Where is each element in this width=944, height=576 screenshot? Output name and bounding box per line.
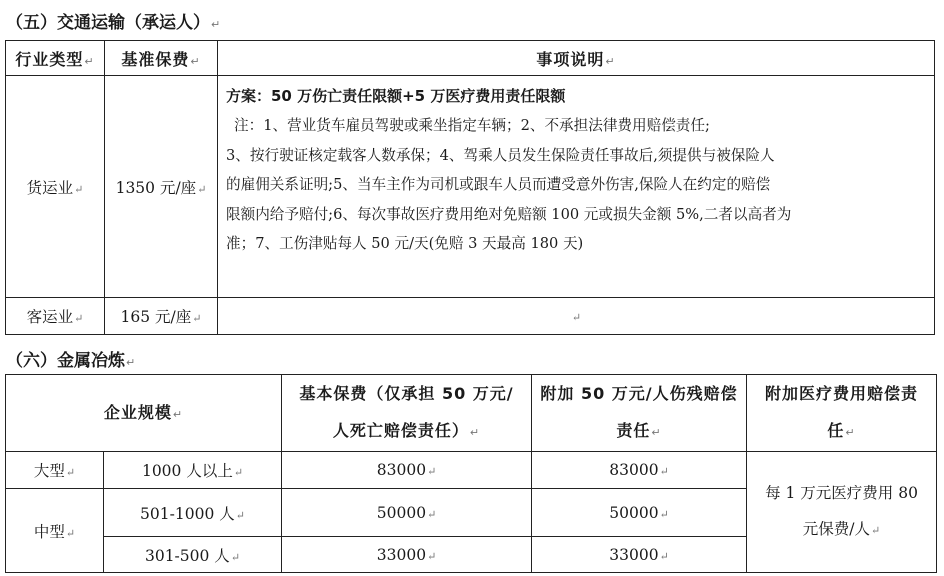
header-industry-type: 行业类型↵: [6, 41, 105, 76]
addon-premium-medium-upper: 50000↵: [532, 489, 747, 537]
header-addon-disability: 附加 50 万元/人伤残赔偿 责任↵: [532, 375, 747, 452]
header-enterprise-scale: 企业规模↵: [6, 375, 282, 452]
premium-passenger: 165 元/座↵: [105, 298, 218, 335]
addon-premium-medium-lower: 33000↵: [532, 537, 747, 573]
section-6-title: （六）金属冶炼↵: [6, 351, 136, 371]
headcount-large: 1000 人以上↵: [104, 452, 282, 489]
premium-freight: 1350 元/座↵: [105, 76, 218, 298]
empty-description: ↵: [218, 298, 935, 335]
metallurgy-table: [5, 374, 937, 573]
note-line: 限额内给予赔付;6、每次事故医疗费用绝对免赔额 100 元或损失金额 5%,二者以高者为: [226, 205, 792, 223]
note-line: 准；7、工伤津贴每人 50 元/天(免赔 3 天最高 180 天): [226, 235, 584, 253]
table-row: [6, 452, 937, 489]
industry-freight: 货运业↵: [6, 76, 105, 298]
table-row: [6, 76, 935, 298]
header-basic-premium: 基本保费（仅承担 50 万元/ 人死亡赔偿责任）↵: [282, 375, 532, 452]
description-cell: [218, 76, 935, 298]
header-addon-medical: 附加医疗费用赔偿责 任↵: [747, 375, 937, 452]
basic-premium-medium-lower: 33000↵: [282, 537, 532, 573]
headcount-medium-lower: 301-500 人↵: [104, 537, 282, 573]
scale-type-large: 大型↵: [6, 452, 104, 489]
basic-premium-medium-upper: 50000↵: [282, 489, 532, 537]
industry-passenger: 客运业↵: [6, 298, 105, 335]
medical-premium-note: 每 1 万元医疗费用 80 元保费/人↵: [747, 452, 937, 573]
note-line: 的雇佣关系证明;5、当车主作为司机或跟车人员而遭受意外伤害,保险人在约定的赔偿: [226, 176, 771, 194]
note-line: 3、按行驶证核定载客人数承保；4、驾乘人员发生保险责任事故后,须提供与被保险人: [226, 146, 775, 164]
transport-table: [5, 40, 935, 335]
basic-premium-large: 83000↵: [282, 452, 532, 489]
note-line: 注：1、营业货车雇员驾驶或乘坐指定车辆；2、不承担法律费用赔偿责任;: [234, 117, 710, 135]
plan-line: 方案：50 万伤亡责任限额+5 万医疗费用责任限额: [226, 87, 566, 105]
header-base-premium: 基准保费↵: [105, 41, 218, 76]
addon-premium-large: 83000↵: [532, 452, 747, 489]
headcount-medium-upper: 501-1000 人↵: [104, 489, 282, 537]
header-description: 事项说明↵: [218, 41, 935, 76]
section-5-title: （五）交通运输（承运人）↵: [6, 13, 221, 33]
table-row: [6, 298, 935, 335]
scale-type-medium: 中型↵: [6, 489, 104, 573]
